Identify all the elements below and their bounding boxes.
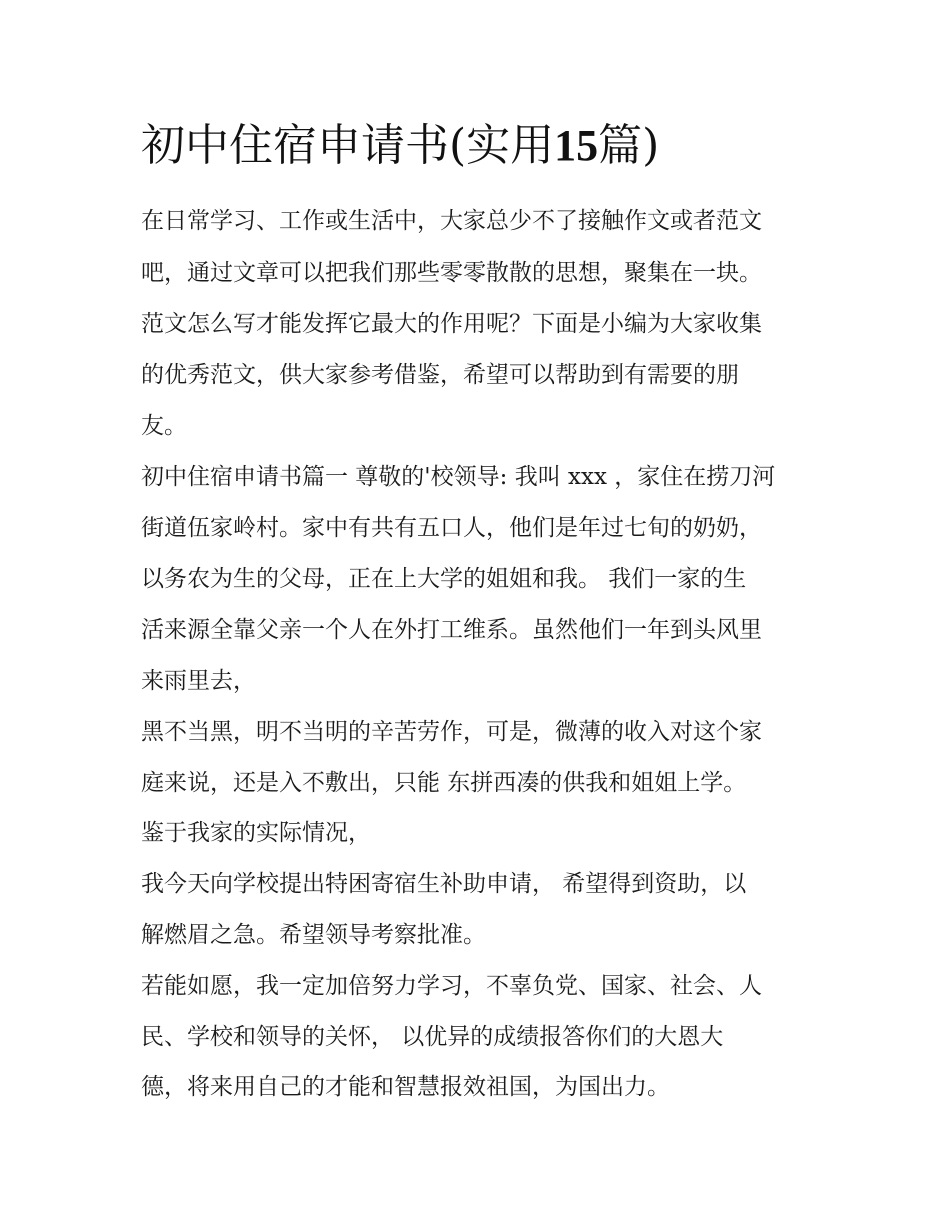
body-line: 吧，通过文章可以把我们那些零零散散的思想，聚集在一块。 [141, 260, 762, 286]
body-line: 范文怎么写才能发挥它最大的作用呢？下面是小编为大家收集 [141, 311, 762, 337]
body-line: 友。 [141, 413, 187, 439]
body-line: 在日常学习、工作或生活中，大家总少不了接触作文或者范文 [141, 208, 762, 234]
body-line: 民、学校和领导的关怀， 以优异的成绩报答你们的大恩大 [141, 1024, 724, 1050]
body-line: 德，将来用自己的才能和智慧报效祖国，为国出力。 [141, 1074, 670, 1100]
body-line: 以务农为生的父母，正在上大学的姐姐和我。 我们一家的生 [141, 566, 747, 592]
body-line: 街道伍家岭村。家中有共有五口人，他们是年过七旬的奶奶， [141, 515, 762, 541]
body-line: 若能如愿，我一定加倍努力学习，不辜负党、国家、社会、人 [141, 973, 762, 999]
title-suffix: 篇) [598, 120, 660, 171]
document-title [141, 116, 659, 176]
body-line: 活来源全靠父亲一个人在外打工维系。虽然他们一年到头风里 [141, 617, 762, 643]
body-line: 初中住宿申请书篇一 尊敬的'校领导: 我叫 xxx ，家住在捞刀河 [141, 464, 776, 490]
body-line: 庭来说，还是入不敷出，只能 东拼西凑的供我和姐姐上学。 [141, 770, 747, 796]
title-prefix: 初中住宿申请书(实用 [141, 120, 555, 171]
body-line: 黑不当黑，明不当明的辛苦劳作，可是，微薄的收入对这个家 [141, 719, 762, 745]
title-number: 15 [554, 121, 599, 170]
body-line: 鉴于我家的实际情况， [141, 820, 371, 846]
body-line: 来雨里去， [141, 668, 256, 694]
body-line: 解燃眉之急。希望领导考察批准。 [141, 922, 486, 948]
body-line: 的优秀范文，供大家参考借鉴，希望可以帮助到有需要的朋 [141, 362, 739, 388]
body-line: 我今天向学校提出特困寄宿生补助申请， 希望得到资助，以 [141, 871, 747, 897]
